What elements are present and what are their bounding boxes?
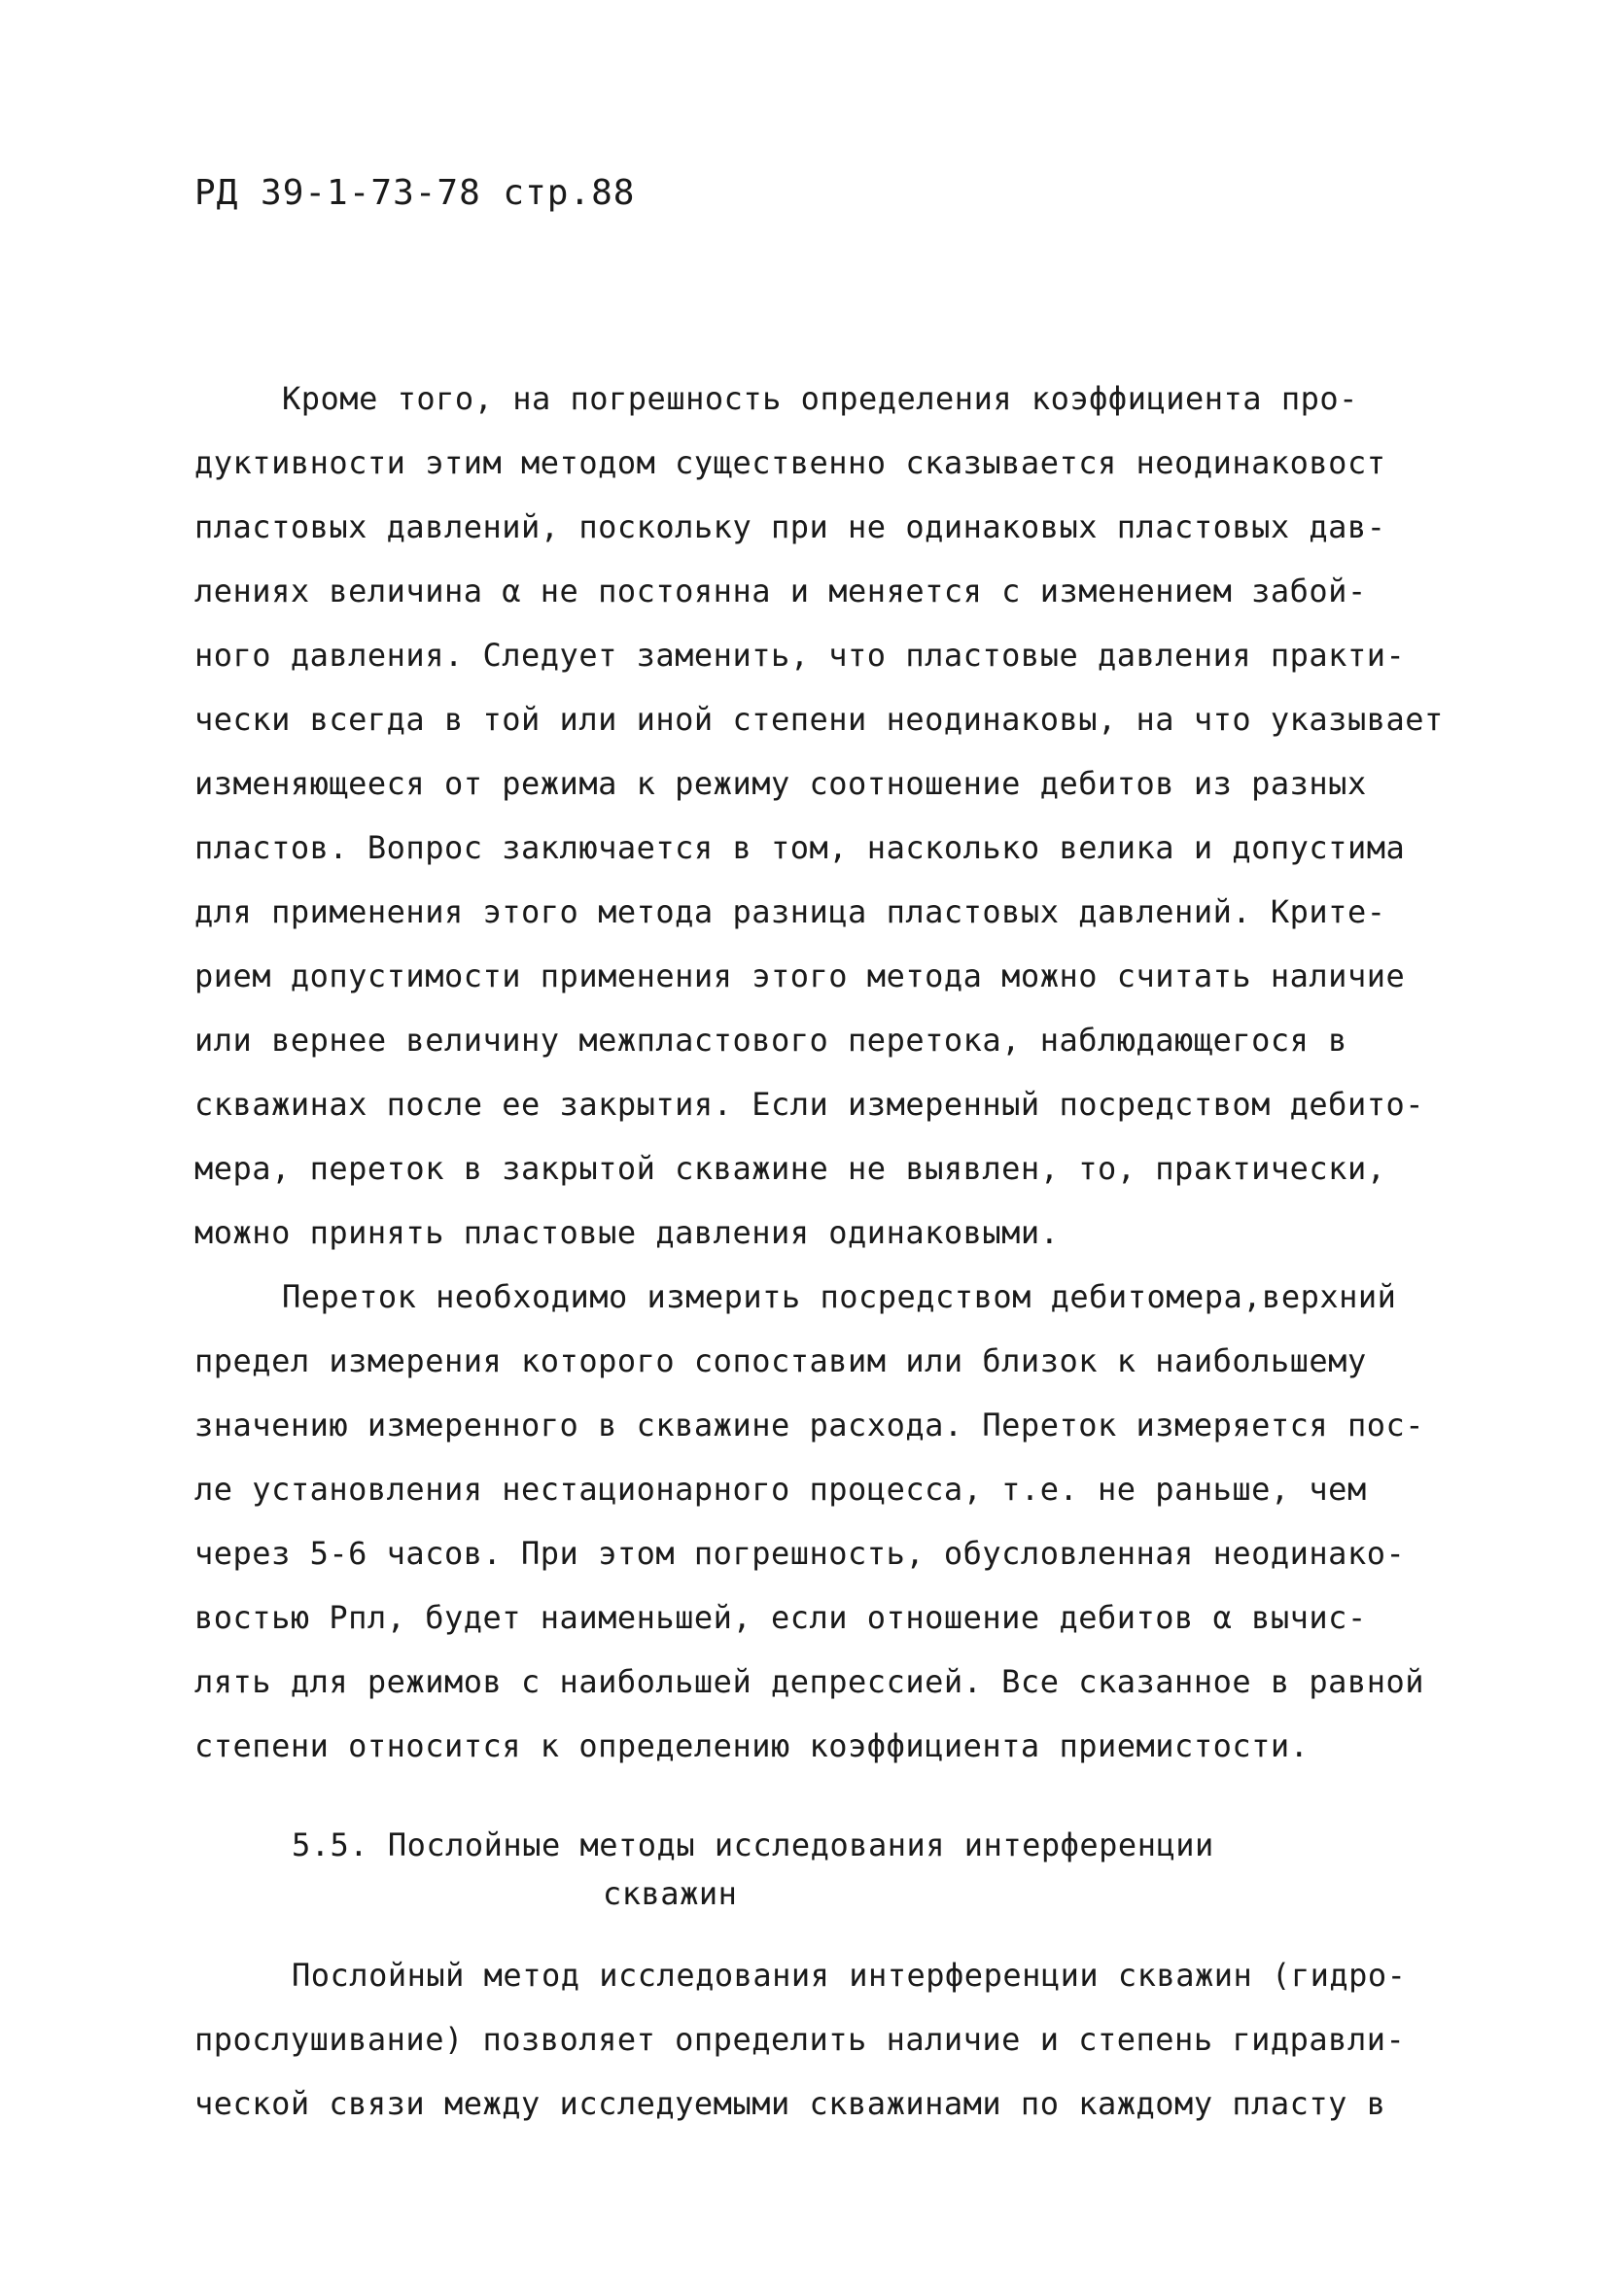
text-line: для применения этого метода разница пластовых давлений. Крите- xyxy=(194,893,1386,930)
section-heading-line: 5.5. Послойные методы исследования интерференции xyxy=(292,1826,1214,1863)
text-line: Послойный метод исследования интерференции скважин (гидро- xyxy=(292,1957,1407,1994)
text-line: скважинах после ее закрытия. Если измеренный посредством дебито- xyxy=(194,1086,1424,1123)
text-line: лять для режимов с наибольшей депрессией. Все сказанное в равной xyxy=(194,1663,1424,1700)
section-heading-line: скважин xyxy=(603,1875,738,1912)
text-line: Кроме того, на погрешность определения коэффициента про- xyxy=(282,380,1358,417)
text-line: лениях величина α не постоянна и меняется с изменением забой- xyxy=(194,573,1367,609)
text-line: можно принять пластовые давления одинаковыми. xyxy=(194,1214,1060,1251)
text-line: прослушивание) позволяет определить наличие и степень гидравли- xyxy=(194,2021,1406,2058)
text-line: Переток необходимо измерить посредством дебитомера,верхний xyxy=(282,1278,1397,1315)
text-line: предел измерения которого сопоставим или близок к наибольшему xyxy=(194,1342,1367,1379)
text-line: пластов. Вопрос заключается в том, насколько велика и допустима xyxy=(194,829,1406,866)
text-line: дуктивности этим методом существенно сказывается неодинаковост xyxy=(194,444,1386,481)
text-line: значению измеренного в скважине расхода. Переток измеряется пос- xyxy=(194,1407,1424,1444)
text-line: или вернее величину межпластового перетока, наблюдающегося в xyxy=(194,1022,1347,1059)
text-line: пластовых давлений, поскольку при не одинаковых пластовых дав- xyxy=(194,508,1386,545)
document-reference-header: РД 39-1-73-78 стр.88 xyxy=(194,173,636,213)
text-line: степени относится к определению коэффициента приемистости. xyxy=(194,1727,1310,1764)
text-line: ле установления нестационарного процесса, т.е. не раньше, чем xyxy=(194,1471,1367,1508)
text-line: рием допустимости применения этого метода можно считать наличие xyxy=(194,957,1406,994)
text-line: ческой связи между исследуемыми скважинами по каждому пласту в xyxy=(194,2085,1386,2122)
text-line: ного давления. Следует заменить, что пластовые давления практи- xyxy=(194,637,1406,674)
text-line: через 5-6 часов. При этом погрешность, обусловленная неодинако- xyxy=(194,1535,1406,1572)
text-line: изменяющееся от режима к режиму соотношение дебитов из разных xyxy=(194,765,1367,802)
text-line: мера, переток в закрытой скважине не выявлен, то, практически, xyxy=(194,1150,1386,1187)
text-line: чески всегда в той или иной степени неодинаковы, на что указывает xyxy=(194,701,1444,738)
text-line: востью Pпл, будет наименьшей, если отношение дебитов α вычис- xyxy=(194,1599,1367,1636)
